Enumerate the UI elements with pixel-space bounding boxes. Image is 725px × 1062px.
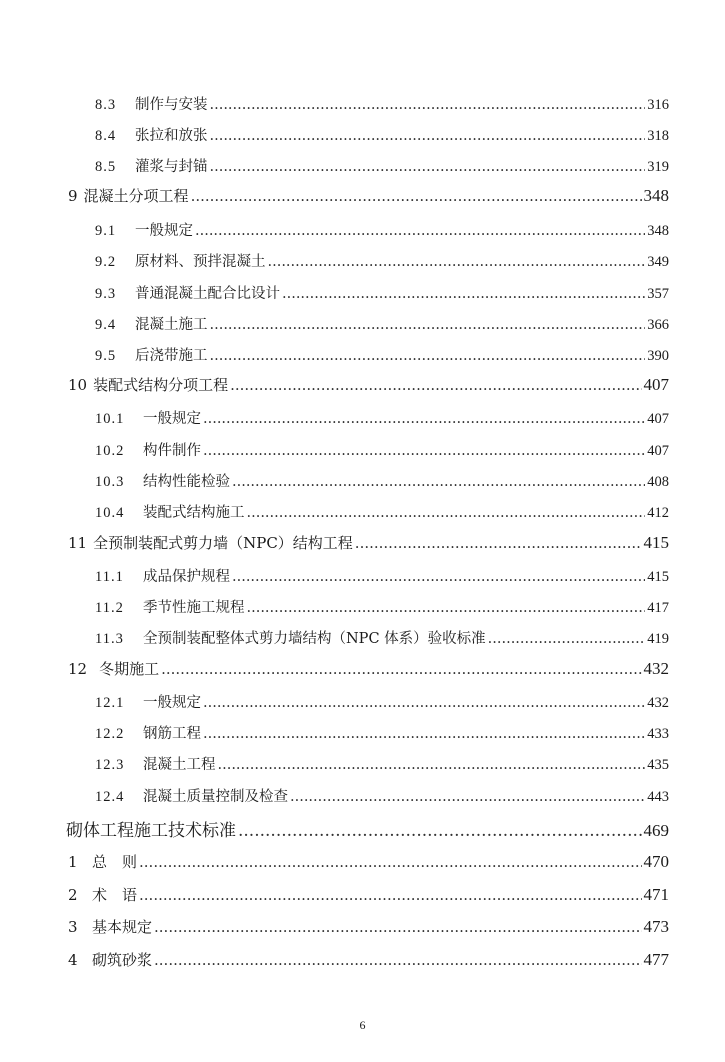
entry-page: 473 <box>643 917 669 936</box>
entry-page: 470 <box>643 852 669 871</box>
entry-number: 11.1 <box>95 569 124 585</box>
entry-number: 1 <box>68 853 78 871</box>
entry-number: 9.4 <box>95 317 117 333</box>
entry-page: 348 <box>647 223 669 239</box>
entry-title: 一般规定 <box>143 695 201 711</box>
dot-leader <box>203 411 645 427</box>
entry-title: 全预制装配整体式剪力墙结构（NPC 体系）验收标准 <box>143 631 486 647</box>
dot-leader <box>268 254 646 270</box>
entry-page: 348 <box>643 186 669 205</box>
toc-entry[interactable] <box>95 627 669 648</box>
toc-entry[interactable] <box>95 753 669 774</box>
entry-number: 12.4 <box>95 789 125 805</box>
entry-page: 435 <box>647 757 669 773</box>
entry-number: 9 <box>68 187 78 205</box>
dot-leader <box>218 757 646 773</box>
toc-entry[interactable] <box>95 282 669 303</box>
page-number: 6 <box>359 1018 366 1032</box>
toc-entry[interactable] <box>95 439 669 460</box>
entry-number: 9.2 <box>95 254 117 270</box>
dot-leader <box>139 886 641 904</box>
entry-number: 9.3 <box>95 286 117 302</box>
entry-page: 432 <box>647 695 669 711</box>
entry-title: 装配式结构施工 <box>143 505 245 521</box>
entry-page: 349 <box>647 254 669 270</box>
entry-title: 原材料、预拌混凝土 <box>135 254 266 270</box>
entry-page: 471 <box>643 885 669 904</box>
dot-leader <box>161 660 641 678</box>
entry-title: 一般规定 <box>143 411 201 427</box>
dot-leader <box>139 853 641 871</box>
entry-number: 12.2 <box>95 726 125 742</box>
toc-entry[interactable] <box>95 219 669 240</box>
entry-title: 后浇带施工 <box>135 348 208 364</box>
dot-leader <box>203 695 645 711</box>
toc-entry[interactable] <box>95 691 669 712</box>
dot-leader <box>195 223 645 239</box>
dot-leader <box>488 631 646 647</box>
toc-entry[interactable] <box>95 344 669 365</box>
entry-title: 砌体工程施工技术标准 <box>66 821 236 841</box>
entry-page: 357 <box>647 286 669 302</box>
entry-page: 366 <box>647 317 669 333</box>
entry-title: 混凝土分项工程 <box>83 187 189 205</box>
dot-leader <box>230 376 641 394</box>
entry-page: 415 <box>647 569 669 585</box>
entry-number: 2 <box>68 886 78 904</box>
entry-page: 316 <box>647 97 669 113</box>
entry-title: 制作与安装 <box>135 97 208 113</box>
toc-chapter[interactable] <box>68 532 669 553</box>
entry-number: 8.5 <box>95 159 117 175</box>
dot-leader <box>203 443 645 459</box>
entry-page: 419 <box>647 631 669 647</box>
entry-page: 407 <box>647 411 669 427</box>
entry-title: 全预制装配式剪力墙（NPC）结构工程 <box>93 534 353 552</box>
entry-title: 结构性能检验 <box>143 474 230 490</box>
toc-entry[interactable] <box>95 565 669 586</box>
toc-chapter[interactable] <box>68 949 669 970</box>
entry-page: 407 <box>647 443 669 459</box>
entry-title: 冬期施工 <box>99 660 160 678</box>
dot-leader <box>232 569 645 585</box>
entry-page: 390 <box>647 348 669 364</box>
toc-entry[interactable] <box>95 155 669 176</box>
entry-number: 11.3 <box>95 631 124 647</box>
entry-page: 469 <box>643 821 669 840</box>
dot-leader <box>210 97 646 113</box>
entry-number: 3 <box>68 918 78 936</box>
dot-leader <box>355 534 642 552</box>
entry-number: 9.1 <box>95 223 117 239</box>
entry-page: 408 <box>647 474 669 490</box>
toc-entry[interactable] <box>95 93 669 114</box>
entry-number: 8.4 <box>95 128 117 144</box>
toc-entry[interactable] <box>95 785 669 806</box>
toc-chapter[interactable] <box>68 851 669 872</box>
dot-leader <box>232 474 645 490</box>
entry-number: 10 <box>68 376 88 394</box>
entry-number: 10.4 <box>95 505 125 521</box>
toc-entry[interactable] <box>95 596 669 617</box>
toc-chapter[interactable] <box>68 658 669 679</box>
entry-title: 混凝土工程 <box>143 757 216 773</box>
toc-chapter[interactable] <box>68 185 669 206</box>
entry-number: 12.3 <box>95 757 125 773</box>
entry-number: 4 <box>68 951 78 969</box>
dot-leader <box>191 187 642 205</box>
entry-title: 混凝土质量控制及检查 <box>143 789 288 805</box>
dot-leader <box>203 726 645 742</box>
toc-entry[interactable] <box>95 470 669 491</box>
toc-entry[interactable] <box>95 407 669 428</box>
entry-title: 成品保护规程 <box>143 569 230 585</box>
entry-title: 基本规定 <box>92 918 153 936</box>
entry-title: 灌浆与封锚 <box>135 159 208 175</box>
entry-page: 417 <box>647 600 669 616</box>
entry-page: 318 <box>647 128 669 144</box>
entry-title: 一般规定 <box>135 223 193 239</box>
entry-number: 11.2 <box>95 600 124 616</box>
entry-title: 张拉和放张 <box>135 128 208 144</box>
dot-leader <box>247 600 646 616</box>
entry-title: 装配式结构分项工程 <box>93 376 229 394</box>
dot-leader <box>210 348 646 364</box>
entry-number: 8.3 <box>95 97 117 113</box>
entry-page: 443 <box>647 789 669 805</box>
dot-leader <box>282 286 645 302</box>
entry-number: 12.1 <box>95 695 125 711</box>
entry-page: 432 <box>643 659 669 678</box>
dot-leader <box>210 159 646 175</box>
entry-title: 混凝土施工 <box>135 317 208 333</box>
entry-title: 总 则 <box>92 853 138 871</box>
entry-number: 10.2 <box>95 443 125 459</box>
entry-number: 12 <box>68 660 88 678</box>
entry-page: 415 <box>643 533 669 552</box>
toc-entry[interactable] <box>95 313 669 334</box>
entry-page: 412 <box>647 505 669 521</box>
entry-number: 11 <box>68 534 88 552</box>
toc-part[interactable] <box>66 816 669 841</box>
entry-title: 普通混凝土配合比设计 <box>135 286 280 302</box>
toc-chapter[interactable] <box>68 374 669 395</box>
dot-leader <box>154 951 641 969</box>
entry-number: 10.3 <box>95 474 125 490</box>
entry-page: 433 <box>647 726 669 742</box>
toc-entry[interactable] <box>95 501 669 522</box>
entry-title: 季节性施工规程 <box>143 600 245 616</box>
dot-leader <box>247 505 646 521</box>
toc-chapter[interactable] <box>68 884 669 905</box>
entry-title: 砌筑砂浆 <box>92 951 153 969</box>
entry-title: 钢筋工程 <box>143 726 201 742</box>
entry-page: 407 <box>643 375 669 394</box>
toc-entry[interactable] <box>95 124 669 145</box>
dot-leader <box>154 918 641 936</box>
entry-page: 319 <box>647 159 669 175</box>
dot-leader <box>238 821 642 841</box>
dot-leader <box>290 789 645 805</box>
toc-entry[interactable] <box>95 250 669 271</box>
toc-chapter[interactable] <box>68 916 669 937</box>
toc-entry[interactable] <box>95 722 669 743</box>
dot-leader <box>210 128 646 144</box>
dot-leader <box>210 317 646 333</box>
entry-number: 10.1 <box>95 411 125 427</box>
entry-title: 构件制作 <box>143 443 201 459</box>
entry-number: 9.5 <box>95 348 117 364</box>
entry-page: 477 <box>643 950 669 969</box>
entry-title: 术 语 <box>92 886 138 904</box>
